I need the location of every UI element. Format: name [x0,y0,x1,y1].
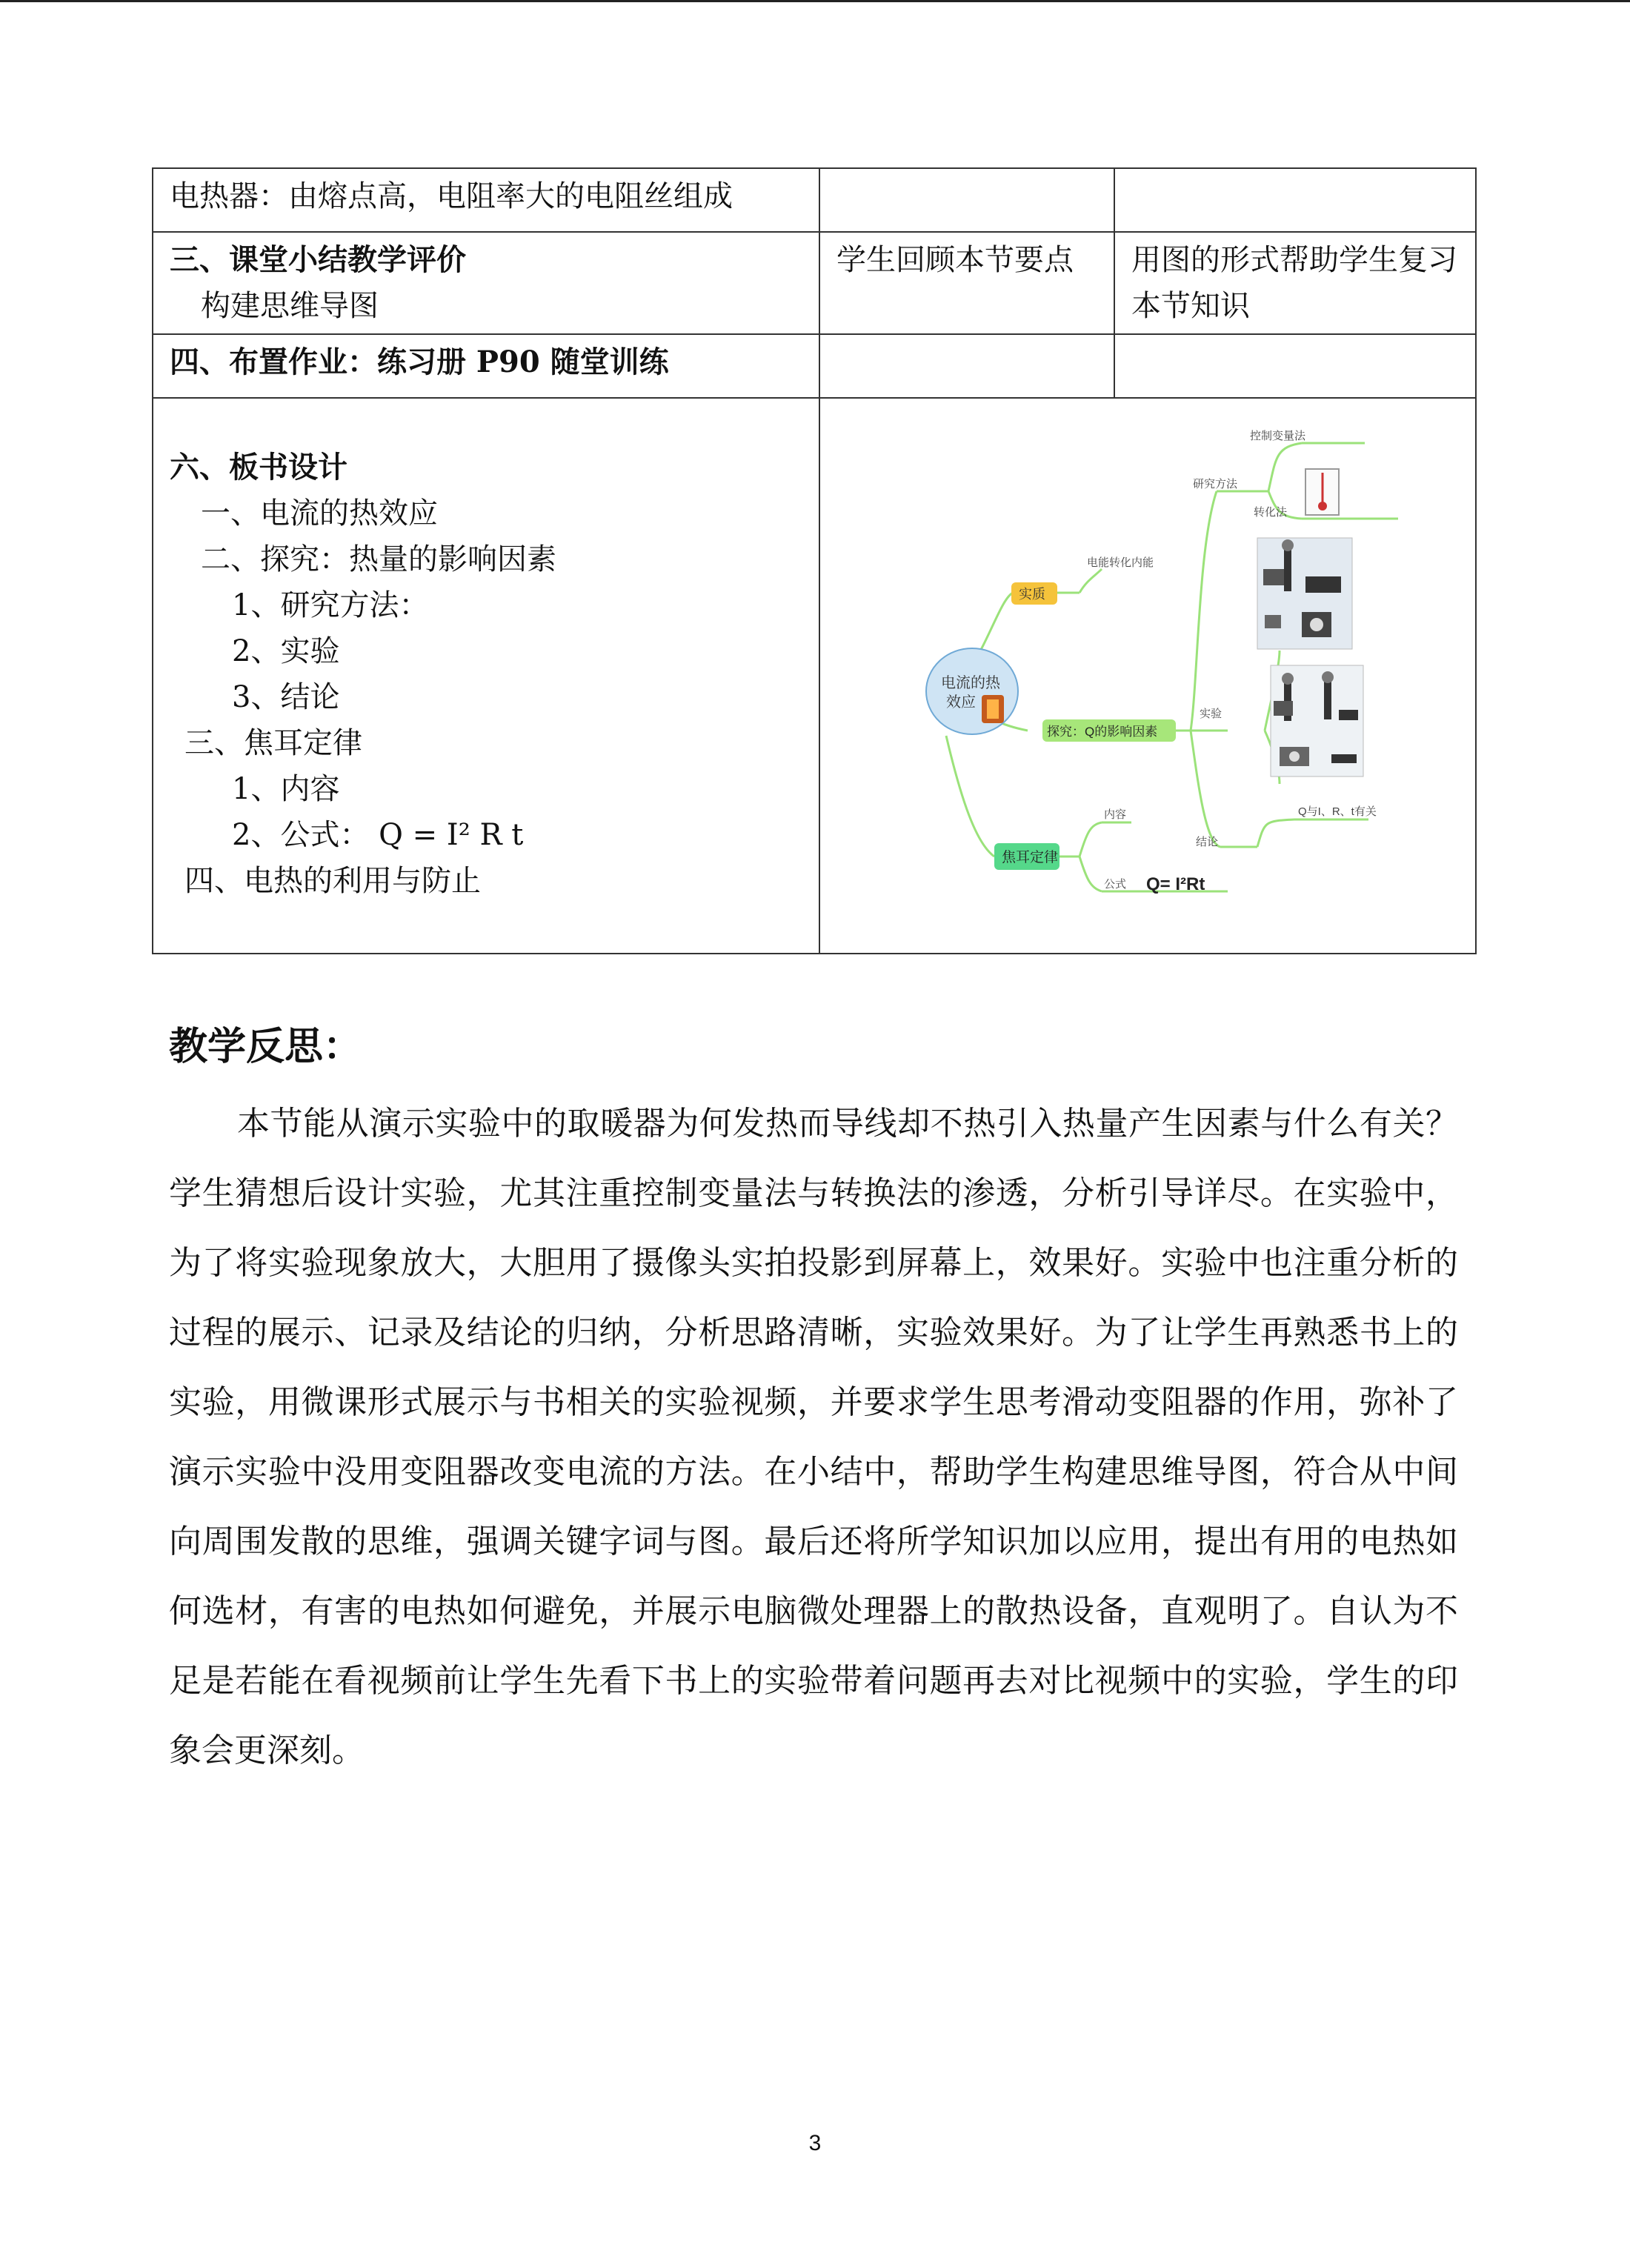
connector [1157,491,1217,731]
connector [1257,819,1294,847]
reflection-body: 本节能从演示实验中的取暖器为何发热而导线却不热引入热量产生因素与什么有关？学生猜想后设计实验，尤其注重控制变量法与转换法的渗透，分析引导详尽。在实验中，为了将实验现象放大，大胆用了摄像头实拍投影到屏幕上，效果好。实验中也注重分析的过程的展示、记录及结论的归纳，分析思路清晰，实验效果好。为了让学生再熟悉书上的实验，用微课形式展示与书相关的实验视频，并要求学生思考滑动变阻器的作用，弥补了演示实验中没用变阻器改变电流的方法。在小结中，帮助学生构建思维导图，符合从中间向周围发散的思维，强调关键字词与图。最后还将所学知识加以应用，提出有用的电热如何选材，有害的电热如何避免，并展示电脑微处理器上的散热设备，直观明了。自认为不足是若能在看视频前让学生先看下书上的实验带着问题再去对比视频中的实验，学生的印象会更深刻。 [169,1105,1458,1769]
cell-design-intent: 用图的形式帮助学生复习本节知识 [1114,232,1476,334]
conclusion-label: 结论 [1196,836,1219,848]
table-row [153,168,1476,232]
board-line: 一、电流的热效应 [201,496,438,531]
mindmap-diagram [820,399,1475,953]
method-control: 控制变量法 [1250,430,1306,442]
connector [1080,857,1102,891]
center-label-1: 电流的热 [941,675,1000,691]
cell-board-design [153,398,819,954]
joule-formula-label: 公式 [1104,878,1127,891]
reflection-title: 教学反思： [169,1025,362,1069]
cell-mindmap [819,398,1476,954]
board-outline [170,490,802,904]
cell-empty [1114,168,1476,232]
experiment-label: 实验 [1200,708,1222,720]
connector [1191,731,1220,847]
board-line: 2、公式： Q = I² R t [232,818,524,852]
joule-label: 焦耳定律 [1002,850,1059,865]
nature-label: 实质 [1019,587,1045,602]
nature-leaf: 电能转化内能 [1087,556,1154,569]
table-row [153,232,1476,334]
cell-empty [1114,334,1476,398]
page-top-border [0,0,1630,2]
connector [1080,822,1102,857]
board-line: 四、电热的利用与防止 [184,864,481,898]
page-number: 3 [808,2131,822,2155]
board-line: 1、研究方法： [232,588,429,622]
cell-heater-text: 电热器：由熔点高，电阻率大的电阻丝组成 [153,168,819,232]
explore-label: 探究：Q的影响因素 [1047,725,1158,739]
cell-empty [819,334,1114,398]
cell-student-activity: 学生回顾本节要点 [819,232,1114,334]
cell-homework: 四、布置作业：练习册 P90 随堂训练 [153,334,819,398]
thermometer-picture [1305,469,1339,515]
table-row [153,334,1476,398]
experiment-photo-2 [1271,665,1363,776]
summary-title: 三、课堂小结教学评价 [170,242,466,277]
table-row [153,398,1476,954]
summary-subtitle: 构建思维导图 [201,289,379,323]
board-line: 二、探究：热量的影响因素 [201,542,556,576]
connector [1080,569,1102,593]
mindmap-center-node [926,648,1018,734]
lesson-table [152,167,1477,954]
method-convert: 转化法 [1254,506,1288,519]
center-label-2: 效应 [946,694,976,711]
joule-content: 内容 [1104,808,1127,821]
connector [946,736,994,857]
heater-glow [987,699,999,719]
board-line: 三、焦耳定律 [184,726,362,760]
board-line: 3、结论 [232,680,340,714]
experiment-photo-1 [1257,538,1352,649]
board-line: 1、内容 [232,772,340,806]
cell-summary [153,232,819,334]
conclusion-text: Q与I、R、t有关 [1298,805,1377,818]
board-line: 2、实验 [232,634,340,668]
board-title: 六、板书设计 [170,450,347,485]
joule-formula: Q= I²Rt [1146,874,1205,894]
cell-empty [819,168,1114,232]
method-label: 研究方法 [1193,478,1238,490]
connector [1268,443,1302,491]
